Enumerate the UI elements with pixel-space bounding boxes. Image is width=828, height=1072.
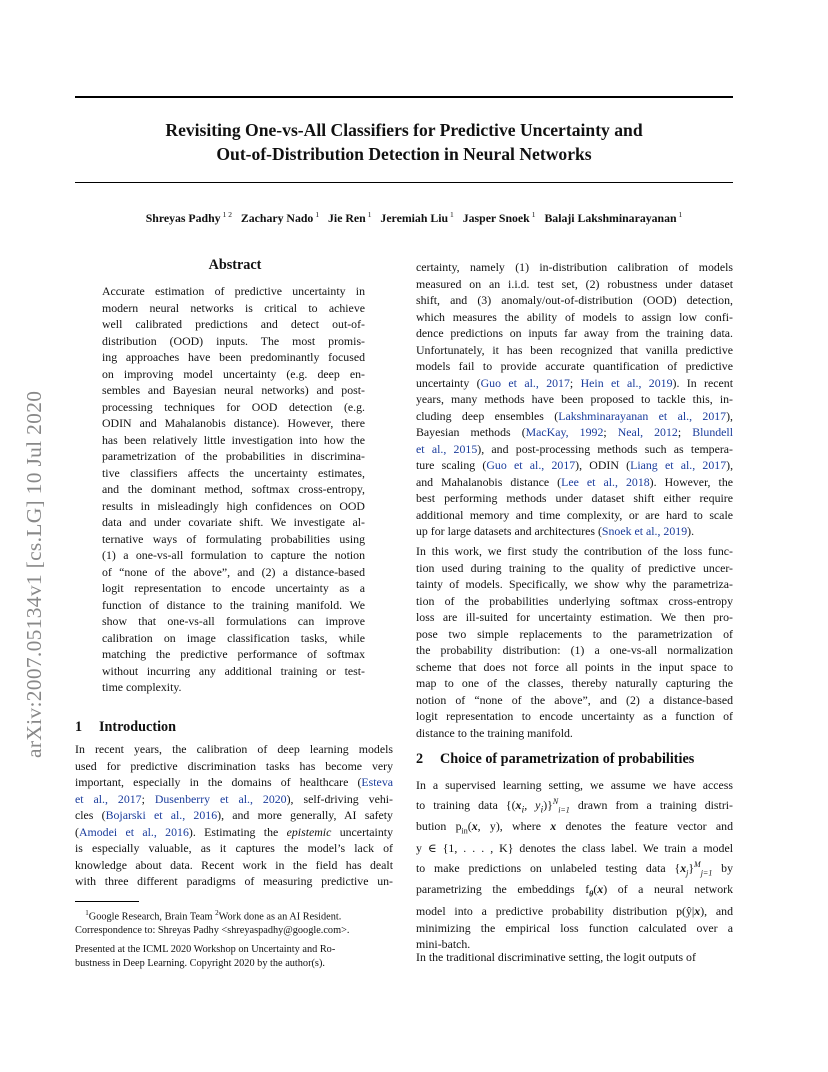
citation-link[interactable]: et al., 2017 (75, 791, 142, 806)
text-line: calibration on image classification tasks, while (102, 630, 365, 645)
author (544, 211, 682, 225)
text-line: show that one-vs-all formulations can improve (102, 614, 365, 628)
affiliation-footnote (75, 906, 395, 938)
citation-link[interactable]: et al., 2015 (416, 441, 478, 456)
citation-link[interactable]: Lee et al., 2018 (561, 474, 650, 489)
author-affiliation: 1 (450, 210, 454, 219)
text-line: cluding deep ensembles (Lakshminarayanan et al., 2017), (416, 408, 733, 423)
text-line: ODIN and Mahalanobis distance). However, there (102, 416, 365, 430)
text-line: well calibrated predictions and detect out-of- (102, 317, 365, 331)
text-line: uncertainty (Guo et al., 2017; Hein et al., 2019). In recent (416, 375, 733, 390)
text-line: processing techniques for OOD detection (e.g. (102, 399, 365, 414)
text-line: and the dominant method, softmax cross-entropy, (102, 482, 365, 496)
author-name: Jasper Snoek (462, 210, 530, 225)
text-line: is especially valuable, as it captures the model’s lack of (75, 841, 393, 855)
setting-paragraph (416, 777, 733, 953)
discriminative-paragraph (416, 949, 733, 966)
text-line: knowledge about data. Recent work in the field has dealt (75, 857, 393, 872)
text-line: results in misleadingly high confidences on OOD (102, 498, 365, 513)
citation-link[interactable]: Amodei et al., 2016 (78, 824, 189, 839)
author-name: Jie Ren (328, 210, 366, 225)
text-line: mini-batch. (416, 937, 471, 952)
text-line: tive classifiers affects the uncertainty estimates, (102, 465, 365, 480)
text-line: shift, and (3) anomaly/out-of-distribution (OOD) detection, (416, 293, 733, 307)
author-affiliation: 1 (531, 210, 536, 219)
author-name: Jeremiah Liu (380, 210, 449, 225)
paper-title (75, 118, 733, 166)
text-line: parametrization of the probabilities in discrimina- (102, 449, 365, 463)
citation-link[interactable]: Lakshminarayanan et al., 2017 (558, 408, 727, 423)
text-line: certainty, namely (1) in-distribution calibration of models (416, 260, 733, 274)
text-line: pose two simple replacements to the parametrization of (416, 626, 733, 641)
section-number: 2 (416, 751, 424, 767)
text-line: map to one of the classes, thereby naturally capturing the (416, 676, 733, 690)
text-line: without incurring any additional training or test- (102, 663, 365, 678)
text-line: years, many methods have been proposed to tackle this, in- (416, 392, 733, 406)
text-line: to training data {($x_i$, $y_i)\}^N_{i=1}$ drawn from a training distri- (416, 796, 733, 815)
section-title: Choice of parametrization of probabilities (440, 751, 695, 767)
text-line: loss are ill-suited for uncertainty estimation. We then pro- (416, 610, 733, 624)
author (241, 211, 319, 225)
text-line: up for large datasets and architectures (Snoek et al., 2019). (416, 524, 695, 538)
text-line: data and under covariate shift. We investigate al- (102, 515, 365, 529)
text-line: ture scaling (Guo et al., 2017), ODIN (Liang et al., 2017), (416, 458, 734, 472)
text-line: modern neural networks is critical to achieve (102, 300, 365, 315)
text-line: Accurate estimation of predictive uncertainty in (102, 284, 365, 298)
text-line: bution $p_{in}(x$, y), where x denotes the feature vector and (416, 819, 733, 836)
footnote-line: Correspondence to: Shreyas Padhy <shreyaspadhy@google.com>. (75, 925, 350, 937)
abstract-body (102, 283, 365, 696)
section-title: Introduction (99, 719, 176, 735)
footnote-line: Presented at the ICML 2020 Workshop on Uncertainty and Ro- (75, 944, 336, 955)
text-line: cles (Bojarski et al., 2016), and more generally, AI safety (75, 808, 393, 822)
text-line: ternative ways of formulating probabilities using (102, 531, 365, 546)
citation-link[interactable]: Guo et al., 2017 (480, 375, 570, 390)
text-line: Bayesian methods (MacKay, 1992; Neal, 2012; Blundell (416, 425, 733, 439)
text-line: measured on an i.i.d. test set, (2) robustness under dataset (416, 276, 733, 291)
text-line: to make predictions on unlabeled testing data $\{x_j\}^M_{j=1}$ by (416, 859, 734, 877)
introduction-body (75, 741, 393, 890)
section-1-heading (75, 719, 176, 736)
text-line: on improving model uncertainty (e.g. deep en- (102, 366, 365, 381)
author-affiliation: 1 2 (222, 210, 232, 219)
contribution-paragraph (416, 543, 733, 741)
author (463, 211, 536, 225)
text-line: time complexity. (102, 680, 182, 694)
author-affiliation: 1 (678, 210, 683, 219)
paper-title-line-1: Revisiting One-vs-All Classifiers for Predictive Uncertainty and (165, 120, 643, 140)
text-line: important, especially in the domains of healthcare (Esteva (75, 775, 393, 789)
text-line: In recent years, the calibration of deep learning models (75, 742, 393, 756)
section-2-heading (416, 751, 694, 768)
text-line: model into a predictive probability distribution p(ŷ|x), and (416, 904, 734, 919)
text-line: parametrizing the embeddings $f_\theta(x)$ of a neural network (416, 882, 733, 899)
text-line: models fail to provide accurate quantification of predictive (416, 359, 733, 373)
section-number: 1 (75, 719, 83, 735)
text-line: In this work, we first study the contribution of the loss func- (416, 544, 733, 558)
text-line: used for predictive discrimination tasks has become very (75, 758, 393, 773)
citation-link[interactable]: MacKay, 1992 (525, 425, 604, 439)
author (146, 211, 232, 225)
text-line: Unfortunately, it has been recognized that vanilla predictive (416, 342, 733, 357)
author (380, 211, 453, 225)
author-affiliation: 1 (315, 210, 320, 219)
text-line: In a supervised learning setting, we assume we have access (416, 778, 733, 792)
text-line: (1) a one-vs-all formulation to capture the notion (102, 548, 365, 562)
citation-link[interactable]: Esteva (361, 775, 393, 789)
text-line: has been relatively little investigation into how the (102, 432, 365, 447)
text-line: et al., 2017; Dusenberry et al., 2020), self-driving vehi- (75, 791, 393, 806)
citation-link[interactable]: Hein et al., 2019 (580, 375, 673, 390)
text-line: best performing methods under dataset shift either require (416, 491, 733, 505)
author-name: Shreyas Padhy (145, 210, 221, 225)
title-rule-top (75, 96, 733, 98)
text-line: In the traditional discriminative setting, the logit outputs of (416, 950, 696, 964)
text-line: scheme that does not force all points in the input space to (416, 659, 733, 674)
title-rule-bottom (75, 182, 733, 183)
citation-link[interactable]: Dusenberry et al., 2020 (154, 791, 287, 806)
citation-link[interactable]: Guo et al., 2017 (486, 458, 576, 472)
author-affiliation: 1 (367, 210, 372, 219)
text-line: y ∈ {1, . . . , K} denotes the class label. We train a model (416, 841, 733, 856)
footnote-line: $^1$Google Research, Brain Team $^2$Work done as an AI Resident. (85, 909, 342, 923)
text-line: function of distance to the training manifold. We (102, 597, 365, 612)
text-line: distribution (OOD) inputs. The most promis- (102, 333, 365, 348)
text-line: logit representation to encode uncertainty as a (102, 581, 365, 595)
text-line: tion of the probabilities underlying softmax cross-entropy (416, 593, 733, 608)
text-line: sembles and Bayesian neural networks) and post- (102, 383, 365, 397)
citation-link[interactable]: Blundell (692, 425, 733, 439)
citation-link[interactable]: Bojarski et al., 2016 (105, 808, 218, 822)
author-name: Zachary Nado (240, 210, 314, 225)
text-line: and Mahalanobis distance (Lee et al., 2018). However, the (416, 474, 733, 489)
text-line: additional memory and time complexity, or are hard to scale (416, 507, 733, 522)
text-line: et al., 2015), and post-processing methods such as tempera- (416, 441, 733, 456)
text-line: with three different paradigms of measuring predictive un- (75, 874, 393, 888)
text-line: ing approaches have been predominantly focused (102, 350, 365, 364)
text-line: tainty of models. Specifically, we show why the parametriza- (416, 577, 733, 591)
text-line: the probability distribution: (1) a one-vs-all normalization (416, 643, 733, 657)
author (328, 211, 371, 225)
abstract-heading: Abstract (208, 257, 262, 273)
text-line: (Amodei et al., 2016). Estimating the epistemic uncertainty (75, 824, 393, 839)
text-line: which measures the ability of models to assign low confi- (416, 309, 733, 324)
text-line: matching the predictive performance of softmax (102, 647, 365, 661)
footnote-rule (75, 901, 139, 902)
venue-note (75, 943, 395, 971)
arxiv-side-stamp: arXiv:2007.05134v1 [cs.LG] 10 Jul 2020 (22, 390, 46, 758)
author-list (40, 210, 788, 226)
citation-link[interactable]: Neal, 2012 (617, 425, 678, 439)
text-line: distance to the training manifold. (416, 725, 573, 740)
citation-link[interactable]: Liang et al., 2017 (630, 458, 727, 472)
author-name: Balaji Lakshminarayanan (544, 210, 677, 225)
paper-title-line-2: Out-of-Distribution Detection in Neural Networks (216, 144, 592, 164)
introduction-continued (416, 259, 733, 540)
citation-link[interactable]: Snoek et al., 2019 (601, 524, 688, 538)
text-line: dence predictions on inputs far away from the training data. (416, 326, 733, 340)
text-line: minimizing the empirical loss function calculated over a (416, 920, 733, 935)
text-line: of “none of the above”, and (2) a distance-based (102, 564, 365, 579)
text-line: notion of “none of the above”, and (2) a distance-based (416, 692, 733, 707)
text-line: logit representation to encode uncertainty as a function of (416, 709, 733, 723)
text-line: tion used during training to the quality of predictive uncer- (416, 560, 733, 575)
footnote-line: bustness in Deep Learning. Copyright 2020 by the author(s). (75, 958, 325, 969)
